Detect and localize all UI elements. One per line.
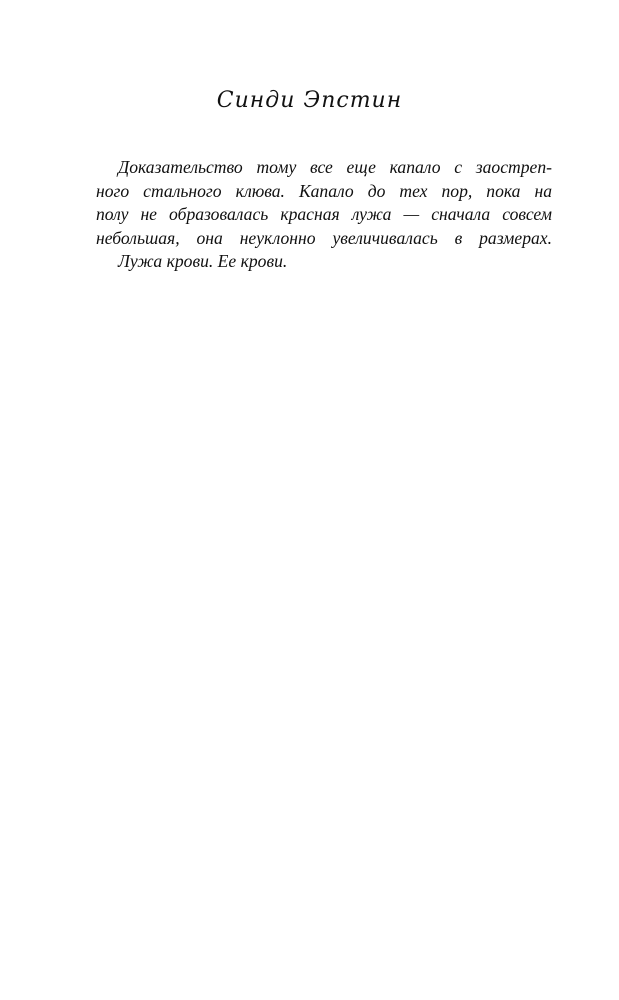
paragraph-2: [96, 250, 552, 274]
running-head-author: Синди Эпстин: [216, 88, 403, 113]
text-line: Лужа крови. Ее крови.: [118, 251, 288, 271]
text-line: Доказательство тому все еще капало с заостреn-: [118, 157, 552, 177]
text-line: небольшая, она неуклонно увеличивалась в размерах.: [96, 227, 552, 248]
text-line: полу не образовалась красная лужа — сначала совсем: [96, 204, 552, 224]
text-line: ного стального клюва. Капало до тех пор, пока на: [96, 180, 552, 201]
paragraph-1: [96, 156, 552, 250]
body-text: [96, 156, 552, 274]
